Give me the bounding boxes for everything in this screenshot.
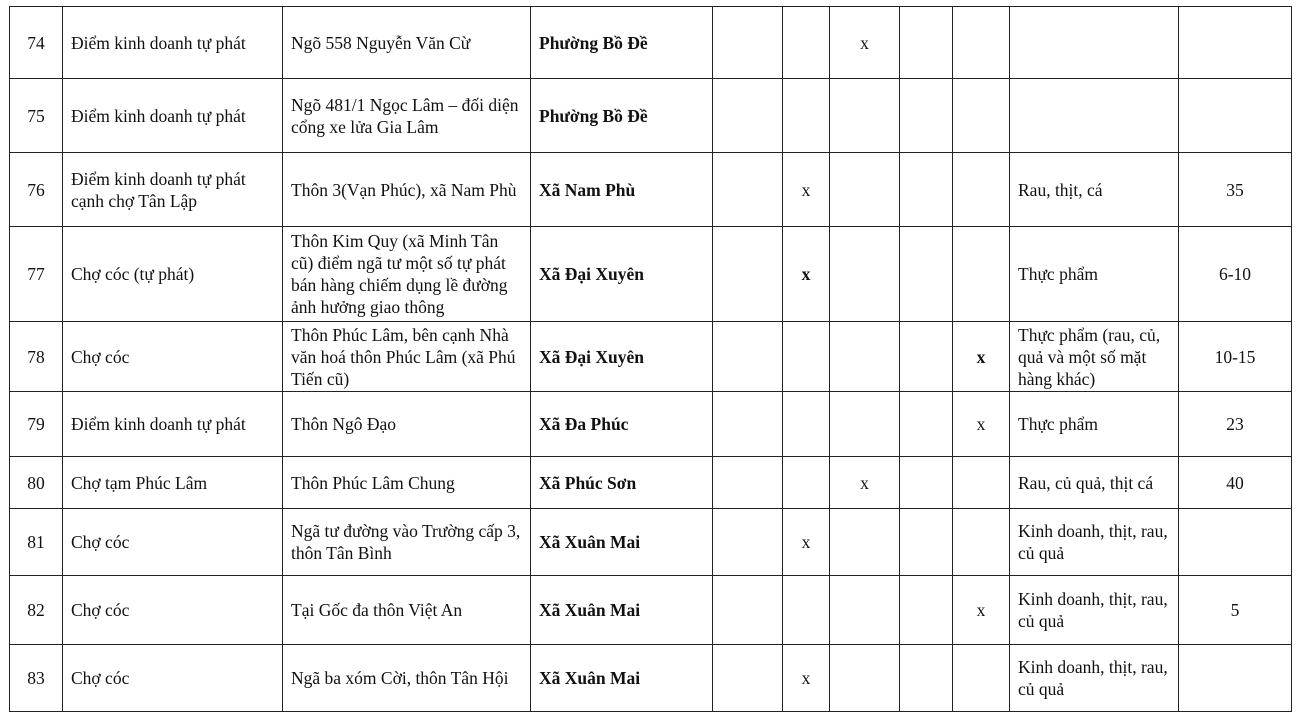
mark-col-3: [830, 576, 900, 645]
market-name: Điểm kinh doanh tự phát: [63, 392, 283, 457]
mark-col-1: [713, 322, 783, 392]
vendor-count: [1179, 79, 1292, 153]
row-number: 79: [10, 392, 63, 457]
goods-type: Thực phẩm (rau, củ, quả và một số mặt hàng khác): [1010, 322, 1179, 392]
market-name: Chợ cóc: [63, 576, 283, 645]
market-name: Chợ cóc: [63, 509, 283, 576]
row-number: 74: [10, 7, 63, 79]
row-number: 76: [10, 153, 63, 227]
mark-col-4: [900, 645, 953, 712]
market-location: Thôn Kim Quy (xã Minh Tân cũ) điểm ngã tư một số tự phát bán hàng chiếm dụng lề đường ảnh hưởng giao thông: [283, 227, 531, 322]
table-row: [10, 509, 1292, 576]
market-location: Tại Gốc đa thôn Việt An: [283, 576, 531, 645]
mark-col-4: [900, 153, 953, 227]
row-number: 83: [10, 645, 63, 712]
table-row: [10, 457, 1292, 509]
vendor-count: [1179, 645, 1292, 712]
vendor-count: [1179, 509, 1292, 576]
mark-col-3: [830, 322, 900, 392]
table-row: [10, 7, 1292, 79]
ward-name: Xã Xuân Mai: [531, 509, 713, 576]
mark-col-5: [953, 457, 1010, 509]
ward-name: Xã Đại Xuyên: [531, 322, 713, 392]
mark-col-3: [830, 645, 900, 712]
mark-col-4: [900, 509, 953, 576]
goods-type: [1010, 79, 1179, 153]
mark-col-3: x: [830, 457, 900, 509]
vendor-count: 5: [1179, 576, 1292, 645]
ward-name: Xã Đại Xuyên: [531, 227, 713, 322]
mark-col-5: [953, 79, 1010, 153]
mark-col-2: [783, 392, 830, 457]
row-number: 77: [10, 227, 63, 322]
table-body: [10, 7, 1292, 712]
vendor-count: 35: [1179, 153, 1292, 227]
market-name: Chợ cóc: [63, 645, 283, 712]
row-number: 75: [10, 79, 63, 153]
row-number: 82: [10, 576, 63, 645]
mark-col-5: [953, 153, 1010, 227]
vendor-count: 10-15: [1179, 322, 1292, 392]
table-row: [10, 392, 1292, 457]
mark-col-5: x: [953, 392, 1010, 457]
mark-col-1: [713, 153, 783, 227]
market-location: Ngã tư đường vào Trường cấp 3, thôn Tân Bình: [283, 509, 531, 576]
mark-col-4: [900, 227, 953, 322]
mark-col-2: x: [783, 153, 830, 227]
mark-col-3: [830, 509, 900, 576]
table-row: [10, 79, 1292, 153]
market-location: Ngõ 558 Nguyễn Văn Cừ: [283, 7, 531, 79]
mark-col-1: [713, 509, 783, 576]
mark-col-4: [900, 576, 953, 645]
table-row: [10, 645, 1292, 712]
mark-col-1: [713, 645, 783, 712]
market-name: Chợ tạm Phúc Lâm: [63, 457, 283, 509]
vendor-count: 6-10: [1179, 227, 1292, 322]
goods-type: [1010, 7, 1179, 79]
row-number: 81: [10, 509, 63, 576]
mark-col-5: [953, 7, 1010, 79]
mark-col-4: [900, 457, 953, 509]
market-location: Thôn 3(Vạn Phúc), xã Nam Phù: [283, 153, 531, 227]
mark-col-2: x: [783, 645, 830, 712]
goods-type: Rau, thịt, cá: [1010, 153, 1179, 227]
market-location: Ngã ba xóm Cời, thôn Tân Hội: [283, 645, 531, 712]
mark-col-1: [713, 7, 783, 79]
market-name: Chợ cóc: [63, 322, 283, 392]
mark-col-4: [900, 322, 953, 392]
mark-col-1: [713, 392, 783, 457]
ward-name: Xã Đa Phúc: [531, 392, 713, 457]
goods-type: Kinh doanh, thịt, rau, củ quả: [1010, 645, 1179, 712]
ward-name: Phường Bồ Đề: [531, 79, 713, 153]
mark-col-1: [713, 79, 783, 153]
mark-col-1: [713, 227, 783, 322]
mark-col-3: [830, 392, 900, 457]
table-row: [10, 576, 1292, 645]
ward-name: Xã Xuân Mai: [531, 645, 713, 712]
mark-col-1: [713, 576, 783, 645]
table-row: [10, 153, 1292, 227]
mark-col-5: x: [953, 322, 1010, 392]
market-name: Điểm kinh doanh tự phát: [63, 7, 283, 79]
market-location: Thôn Phúc Lâm, bên cạnh Nhà văn hoá thôn Phúc Lâm (xã Phú Tiến cũ): [283, 322, 531, 392]
mark-col-1: [713, 457, 783, 509]
mark-col-2: [783, 322, 830, 392]
market-location: Thôn Phúc Lâm Chung: [283, 457, 531, 509]
market-name: Chợ cóc (tự phát): [63, 227, 283, 322]
mark-col-2: [783, 576, 830, 645]
goods-type: Thực phẩm: [1010, 227, 1179, 322]
row-number: 80: [10, 457, 63, 509]
market-location: Ngõ 481/1 Ngọc Lâm – đối diện cổng xe lửa Gia Lâm: [283, 79, 531, 153]
mark-col-5: [953, 509, 1010, 576]
mark-col-3: x: [830, 7, 900, 79]
market-name: Điểm kinh doanh tự phát: [63, 79, 283, 153]
market-location: Thôn Ngô Đạo: [283, 392, 531, 457]
mark-col-3: [830, 79, 900, 153]
ward-name: Xã Xuân Mai: [531, 576, 713, 645]
ward-name: Xã Nam Phù: [531, 153, 713, 227]
mark-col-4: [900, 79, 953, 153]
mark-col-2: [783, 7, 830, 79]
mark-col-4: [900, 7, 953, 79]
vendor-count: 40: [1179, 457, 1292, 509]
mark-col-3: [830, 153, 900, 227]
mark-col-4: [900, 392, 953, 457]
mark-col-2: [783, 457, 830, 509]
mark-col-2: x: [783, 509, 830, 576]
ward-name: Phường Bồ Đề: [531, 7, 713, 79]
row-number: 78: [10, 322, 63, 392]
market-name: Điểm kinh doanh tự phát cạnh chợ Tân Lập: [63, 153, 283, 227]
goods-type: Kinh doanh, thịt, rau, củ quả: [1010, 509, 1179, 576]
goods-type: Rau, củ quả, thịt cá: [1010, 457, 1179, 509]
mark-col-2: x: [783, 227, 830, 322]
goods-type: Thực phẩm: [1010, 392, 1179, 457]
mark-col-3: [830, 227, 900, 322]
mark-col-5: [953, 227, 1010, 322]
ward-name: Xã Phúc Sơn: [531, 457, 713, 509]
market-table: [9, 6, 1292, 712]
mark-col-5: x: [953, 576, 1010, 645]
vendor-count: [1179, 7, 1292, 79]
table-row: [10, 322, 1292, 392]
vendor-count: 23: [1179, 392, 1292, 457]
mark-col-5: [953, 645, 1010, 712]
goods-type: Kinh doanh, thịt, rau, củ quả: [1010, 576, 1179, 645]
mark-col-2: [783, 79, 830, 153]
table-row: [10, 227, 1292, 322]
